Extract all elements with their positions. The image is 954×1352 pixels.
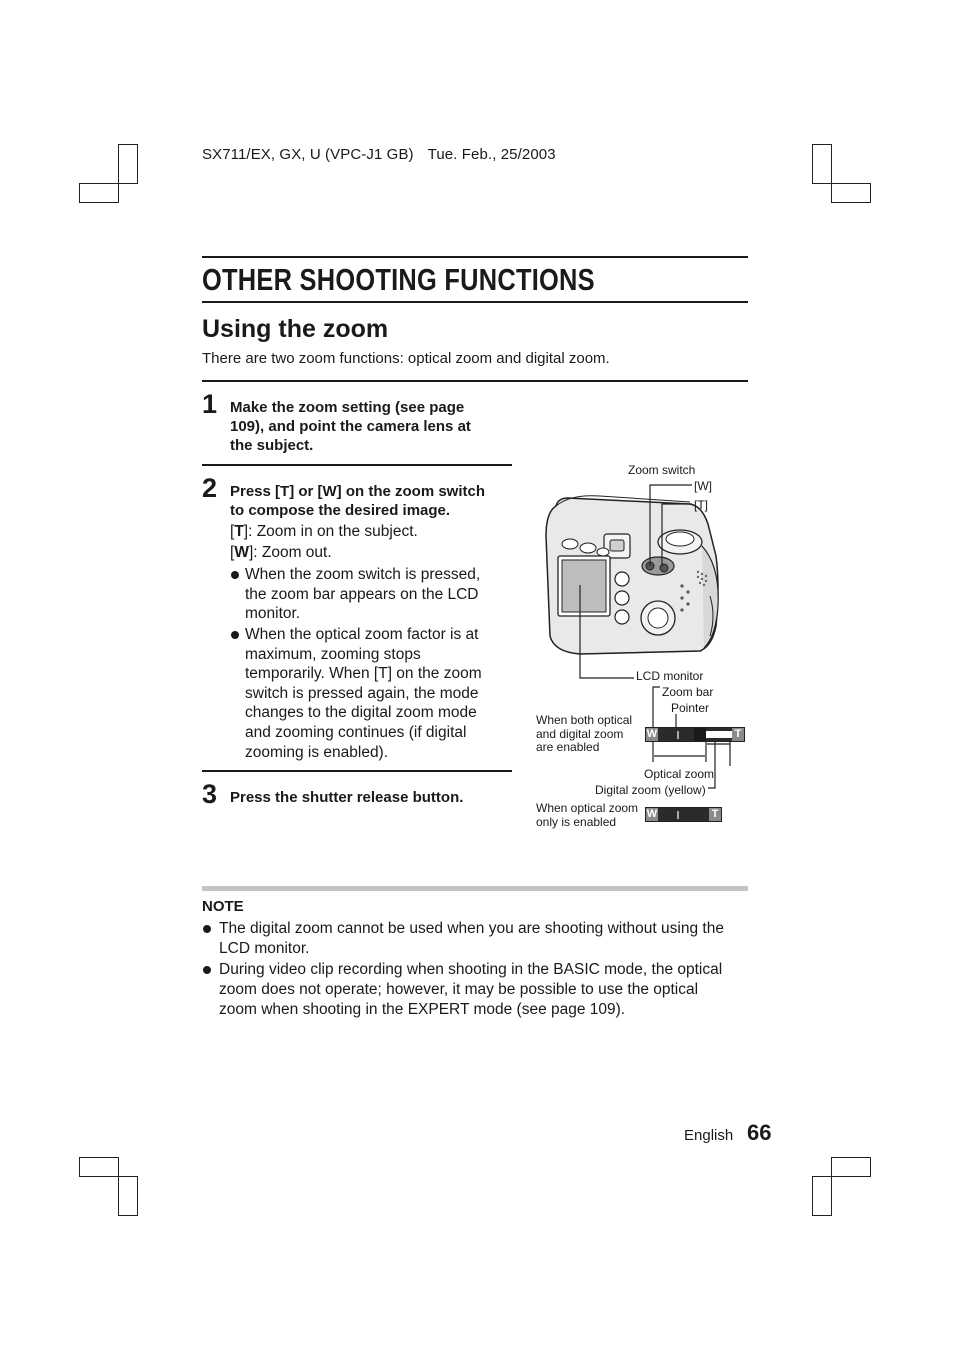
chapter-rule-top	[202, 256, 748, 258]
label-zoom-bar: Zoom bar	[662, 685, 714, 699]
note-line: zoom when shooting in the EXPERT mode (see page 109).	[219, 1000, 626, 1018]
label-line: are enabled	[536, 740, 600, 754]
bullet-line: changes to the digital zoom mode	[245, 704, 477, 722]
label-optical-only	[536, 801, 638, 829]
bullet-line: When the zoom switch is pressed,	[245, 566, 481, 583]
definition-t: [T]: Zoom in on the subject.	[230, 523, 418, 540]
zoom-bar-w-cap: W	[646, 728, 658, 740]
definition-t-text: : Zoom in on the subject.	[248, 523, 418, 540]
zoom-bar-pointer	[677, 811, 679, 819]
bullet-line: monitor.	[245, 605, 301, 623]
label-zoom-switch: Zoom switch	[628, 463, 696, 477]
bullet-line: and zooming continues (if digital	[245, 723, 467, 741]
zoom-bar-t-cap: T	[709, 808, 721, 821]
step-1-line: 109), and point the camera lens at	[230, 418, 471, 435]
label-lcd-monitor: LCD monitor	[636, 669, 704, 683]
crop-mark-top-left-horizontal	[79, 183, 119, 203]
bullet-line: maximum, zooming stops	[245, 645, 421, 663]
label-both-enabled	[536, 714, 632, 755]
label-digital-zoom: Digital zoom (yellow)	[595, 783, 706, 797]
bullet-line: zooming is enabled).	[245, 743, 389, 761]
note-item-2	[202, 960, 742, 1019]
label-line: When optical zoom	[536, 801, 639, 815]
crop-mark-top-right-vertical	[812, 144, 832, 184]
intro-text: There are two zoom functions: optical zoom and digital zoom.	[202, 350, 610, 367]
definition-t-key: T	[234, 523, 244, 540]
crop-mark-bottom-left-horizontal	[79, 1157, 119, 1177]
label-line: only is enabled	[536, 815, 617, 829]
bullet-line: temporarily. When [T] on the zoom	[245, 665, 482, 683]
step-2-line: to compose the desired image.	[230, 502, 451, 519]
zoom-bar-t-cap: T	[732, 728, 744, 741]
label-line: When both optical	[536, 713, 633, 727]
definition-w-text: : Zoom out.	[253, 544, 332, 561]
label-t-key: [T]	[694, 498, 708, 512]
step-1-text	[230, 398, 471, 455]
crop-mark-top-left-vertical	[118, 144, 138, 184]
step2-rule	[202, 464, 512, 466]
section-title: Using the zoom	[202, 315, 389, 343]
page-number: 66	[747, 1120, 772, 1145]
step-2-text	[230, 482, 485, 520]
step-2-bullet-1	[230, 565, 500, 624]
chapter-title: OTHER SHOOTING FUNCTIONS	[202, 262, 595, 297]
header-model: SX711/EX, GX, U (VPC-J1 GB)	[202, 146, 414, 163]
footer-language: English	[684, 1127, 734, 1144]
note-line: The digital zoom cannot be used when you are shooting without using the	[219, 920, 724, 937]
step-number-3: 3	[202, 779, 218, 809]
note-rule	[202, 886, 748, 891]
note-title: NOTE	[202, 898, 244, 915]
zoom-bar-optical-segment	[694, 728, 706, 741]
note-line: zoom does not operate; however, it may be possible to use the optical	[219, 980, 699, 998]
crop-mark-top-right-horizontal	[831, 183, 871, 203]
bullet-line: the zoom bar appears on the LCD	[245, 585, 479, 603]
note-line: LCD monitor.	[219, 939, 310, 957]
definition-w-key: W	[234, 544, 249, 561]
note-line: During video clip recording when shooting in the BASIC mode, the optical	[219, 961, 723, 978]
header-date: Tue. Feb., 25/2003	[427, 146, 556, 163]
step-2-line: Press [T] or [W] on the zoom switch	[230, 483, 486, 500]
definition-w: [W]: Zoom out.	[230, 544, 332, 561]
step3-rule	[202, 770, 512, 772]
step-number-2: 2	[202, 473, 218, 503]
print-header	[202, 146, 556, 163]
crop-mark-bottom-left-vertical	[118, 1176, 138, 1216]
note-item-1	[202, 919, 742, 959]
zoom-bar-both	[645, 727, 745, 742]
chapter-rule-bottom	[202, 301, 748, 303]
label-optical-zoom: Optical zoom	[644, 767, 715, 781]
step-2-bullet-2	[230, 625, 500, 762]
zoom-bar-optical-only	[645, 807, 722, 822]
zoom-bar-digital-segment	[706, 731, 732, 738]
crop-mark-bottom-right-vertical	[812, 1176, 832, 1216]
crop-mark-bottom-right-horizontal	[831, 1157, 871, 1177]
zoom-bar-pointer	[677, 731, 679, 739]
zoom-bar-w-cap: W	[646, 808, 658, 820]
step-1-line: Make the zoom setting (see page	[230, 399, 465, 416]
label-line: and digital zoom	[536, 726, 624, 741]
step-number-1: 1	[202, 389, 218, 419]
step-1-line: the subject.	[230, 437, 314, 454]
bullet-line: switch is pressed again, the mode	[245, 684, 479, 702]
bullet-line: When the optical zoom factor is at	[245, 626, 479, 643]
label-pointer: Pointer	[671, 701, 710, 715]
step-3-line: Press the shutter release button.	[230, 789, 464, 806]
step1-rule	[202, 380, 748, 382]
label-w-key: [W]	[694, 479, 712, 493]
step-3-text	[230, 788, 463, 807]
